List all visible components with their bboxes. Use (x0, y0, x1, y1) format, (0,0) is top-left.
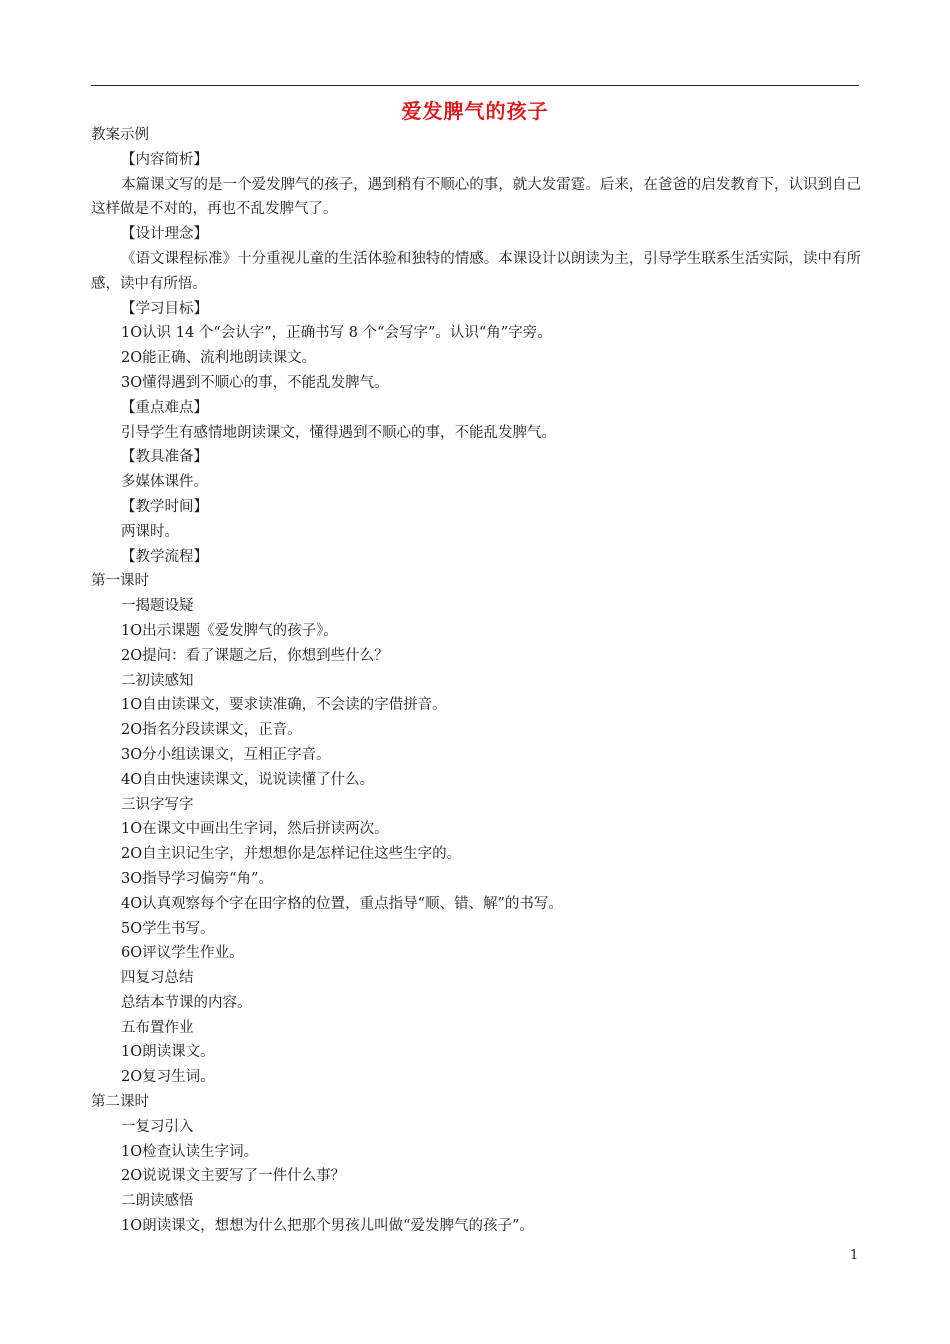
text-line: 本篇课文写的是一个爱发脾气的孩子，遇到稍有不顺心的事，就大发雷霆。后来，在爸爸的启发教育下，认识到自己这样做是不对的，再也不乱发脾气了。 (91, 176, 861, 218)
text-line: 2O提问：看了课题之后，你想到些什么？ (121, 647, 389, 664)
text-line: 1O在课文中画出生字词，然后拼读两次。 (121, 821, 389, 838)
text-line: 【教学流程】 (121, 548, 208, 565)
text-line: 一复习引入 (121, 1118, 194, 1135)
header-rule (91, 85, 859, 86)
text-line: 一揭题设疑 (121, 598, 194, 615)
text-line: 1O认识 14 个“会认字”，正确书写 8 个“会写字”。认识“角”字旁。 (121, 325, 552, 342)
text-line: 1O出示课题《爱发脾气的孩子》。 (121, 622, 338, 639)
text-line: 1O朗读课文。 (121, 1044, 215, 1061)
text-line: 2O能正确、流利地朗读课文。 (121, 350, 317, 367)
text-line: 引导学生有感情地朗读课文，懂得遇到不顺心的事，不能乱发脾气。 (121, 424, 556, 441)
text-line: 3O指导学习偏旁“角”。 (121, 870, 273, 887)
text-line: 【教具准备】 (121, 449, 208, 466)
text-line: 【设计理念】 (121, 226, 208, 243)
text-line: 3O分小组读课文，互相正字音。 (121, 746, 331, 763)
text-line: 二初读感知 (121, 672, 194, 689)
text-line: 四复习总结 (121, 970, 194, 987)
text-line: 3O懂得遇到不顺心的事，不能乱发脾气。 (121, 374, 389, 391)
text-line: 2O说说课文主要写了一件什么事？ (121, 1168, 346, 1185)
text-line: 两课时。 (121, 523, 179, 540)
text-line: 【内容简析】 (121, 151, 208, 168)
text-line: 6O评议学生作业。 (121, 945, 244, 962)
text-line: 【重点难点】 (121, 399, 208, 416)
text-line: 第二课时 (91, 1094, 149, 1111)
text-line: 第一课时 (91, 573, 149, 590)
text-line: 二朗读感悟 (121, 1193, 194, 1210)
text-line: 2O自主识记生字，并想想你是怎样记住这些生字的。 (121, 846, 462, 863)
text-line: 三识字写字 (121, 796, 194, 813)
text-line: 1O检查认读生字词。 (121, 1143, 259, 1160)
document-title: 爱发脾气的孩子 (401, 99, 549, 123)
text-line: 2O复习生词。 (121, 1069, 215, 1086)
text-line: 五布置作业 (121, 1019, 194, 1036)
text-line: 【学习目标】 (121, 300, 208, 317)
text-line: 4O认真观察每个字在田字格的位置，重点指导“顺、错、解”的书写。 (121, 895, 563, 912)
text-line: 4O自由快速读课文，说说读懂了什么。 (121, 771, 375, 788)
text-line: 《语文课程标准》十分重视儿童的生活体验和独特的情感。本课设计以朗读为主，引导学生联系生活实际，读中有所感，读中有所悟。 (91, 250, 861, 292)
text-line: 1O自由读课文，要求读准确，不会读的字借拼音。 (121, 697, 447, 714)
text-line: 总结本节课的内容。 (121, 994, 252, 1011)
text-line: 1O朗读课文，想想为什么把那个男孩儿叫做“爱发脾气的孩子”。 (121, 1218, 534, 1235)
document-body (91, 123, 861, 1239)
text-line: 【教学时间】 (121, 498, 208, 515)
text-line: 2O指名分段读课文，正音。 (121, 722, 302, 739)
text-line: 教案示例 (91, 127, 149, 143)
text-line: 多媒体课件。 (121, 474, 208, 491)
text-line: 5O学生书写。 (121, 920, 215, 937)
page-number: 1 (850, 1248, 859, 1263)
